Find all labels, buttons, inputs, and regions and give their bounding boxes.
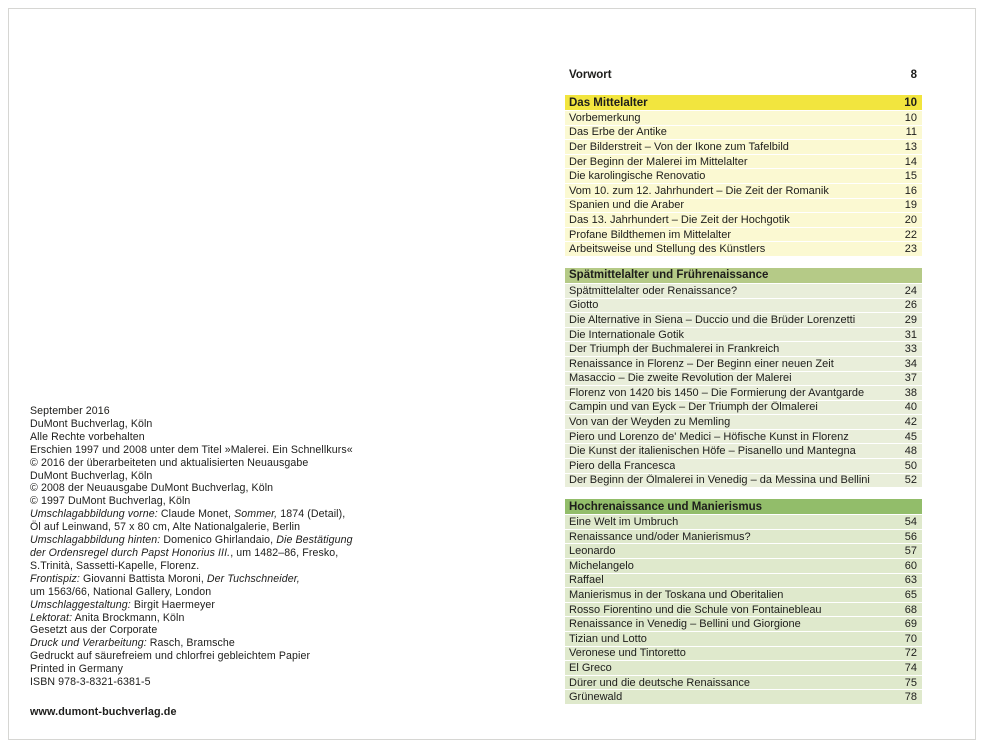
toc-entry-page-number: 38 xyxy=(904,386,917,399)
toc-entry-label: Giotto xyxy=(569,299,599,312)
toc-entry xyxy=(565,617,922,631)
toc-entry-label: Profane Bildthemen im Mittelalter xyxy=(569,228,732,241)
toc-entry-page-number: 40 xyxy=(904,401,917,414)
toc-entry-label: Florenz von 1420 bis 1450 – Die Formierung der Avantgarde xyxy=(569,386,865,399)
toc-page xyxy=(565,68,922,704)
toc-entry xyxy=(565,372,922,386)
imprint-text xyxy=(30,405,510,689)
toc-entry xyxy=(565,515,922,529)
toc-entry-page-number: 48 xyxy=(904,445,917,458)
toc-entry xyxy=(565,169,922,183)
imprint-line: © 2008 der Neuausgabe DuMont Buchverlag, Köln xyxy=(30,482,274,495)
toc-section-title: Spätmittelalter und Frührenaissance xyxy=(569,269,769,282)
imprint-line: ISBN 978-3-8321-6381-5 xyxy=(30,676,151,689)
toc-entry xyxy=(565,559,922,573)
toc-section-header xyxy=(565,499,922,514)
toc-entry-page-number: 70 xyxy=(904,632,917,645)
imprint-line: Erschien 1997 und 2008 unter dem Titel »Malerei. Ein Schnellkurs« xyxy=(30,443,353,456)
toc-entry-label: Die karolingische Renovatio xyxy=(569,170,706,183)
toc-entry-page-number: 19 xyxy=(904,199,917,212)
imprint-line: Alle Rechte vorbehalten xyxy=(30,430,145,443)
toc-section xyxy=(565,95,922,256)
toc-entry-page-number: 54 xyxy=(904,516,917,529)
toc-entry xyxy=(565,357,922,371)
toc-entry-page-number: 72 xyxy=(904,647,917,660)
imprint-line: Gesetzt aus der Corporate xyxy=(30,624,158,637)
toc-entry-label: Masaccio – Die zweite Revolution der Malerei xyxy=(569,372,792,385)
toc-entry xyxy=(565,401,922,415)
toc-entry-label: Renaissance in Florenz – Der Beginn einer neuen Zeit xyxy=(569,357,834,370)
toc-sections xyxy=(565,95,922,716)
toc-entry xyxy=(565,155,922,169)
toc-entry-label: Raffael xyxy=(569,574,604,587)
toc-entry-label: Campin und van Eyck – Der Triumph der Ölmalerei xyxy=(569,401,818,414)
toc-entry-page-number: 14 xyxy=(904,155,917,168)
toc-entry xyxy=(565,661,922,675)
toc-entry-page-number: 29 xyxy=(904,313,917,326)
publisher-website-url: www.dumont-buchverlag.de xyxy=(30,705,177,718)
imprint-line: Umschlagabbildung vorne: Claude Monet, Sommer, 1874 (Detail), xyxy=(30,508,346,521)
toc-entry-label: Die Alternative in Siena – Duccio und die Brüder Lorenzetti xyxy=(569,313,856,326)
toc-entry xyxy=(565,574,922,588)
imprint-line: © 2016 der überarbeiteten und aktualisierten Neuausgabe xyxy=(30,456,309,469)
imprint-line: um 1563/66, National Gallery, London xyxy=(30,585,212,598)
toc-section-title: Hochrenaissance und Manierismus xyxy=(569,500,763,513)
toc-entry-label: Vom 10. zum 12. Jahrhundert – Die Zeit der Romanik xyxy=(569,184,829,197)
toc-entry-label: Eine Welt im Umbruch xyxy=(569,516,679,529)
toc-entry-page-number: 69 xyxy=(904,618,917,631)
toc-entry-label: Der Beginn der Ölmalerei in Venedig – da Messina und Bellini xyxy=(569,474,870,487)
toc-entry-page-number: 24 xyxy=(904,284,917,297)
toc-section-header xyxy=(565,268,922,283)
toc-entry-label: Von van der Weyden zu Memling xyxy=(569,416,731,429)
imprint-line: Umschlagabbildung hinten: Domenico Ghirlandaio, Die Bestätigung xyxy=(30,534,353,547)
toc-entry-page-number: 15 xyxy=(904,170,917,183)
toc-entry-label: Manierismus in der Toskana und Oberitalien xyxy=(569,589,784,602)
preface-title: Vorwort xyxy=(569,69,612,81)
imprint-line: September 2016 xyxy=(30,405,110,417)
toc-entry xyxy=(565,213,922,227)
toc-entry-page-number: 42 xyxy=(904,416,917,429)
imprint-line: Öl auf Leinwand, 57 x 80 cm, Alte Nationalgalerie, Berlin xyxy=(30,521,301,534)
toc-entry xyxy=(565,126,922,140)
toc-entry-page-number: 22 xyxy=(904,228,917,241)
toc-entry-page-number: 31 xyxy=(904,328,917,341)
toc-entry xyxy=(565,415,922,429)
toc-entry-page-number: 74 xyxy=(904,661,917,674)
imprint-line: Frontispiz: Giovanni Battista Moroni, Der Tuchschneider, xyxy=(30,572,300,585)
toc-entry-label: Dürer und die deutsche Renaissance xyxy=(569,676,751,689)
toc-entry-page-number: 52 xyxy=(904,474,917,487)
toc-entry-label: Die Internationale Gotik xyxy=(569,328,684,341)
preface-page-number: 8 xyxy=(910,69,917,81)
toc-entry xyxy=(565,459,922,473)
toc-entry-page-number: 57 xyxy=(904,545,917,558)
imprint-line: DuMont Buchverlag, Köln xyxy=(30,469,153,482)
toc-entry-label: El Greco xyxy=(569,661,612,674)
toc-entry-label: Vorbemerkung xyxy=(569,111,641,124)
toc-entry-page-number: 50 xyxy=(904,459,917,472)
toc-section-header xyxy=(565,95,922,110)
toc-entry xyxy=(565,199,922,213)
toc-entry xyxy=(565,430,922,444)
imprint-line: der Ordensregel durch Papst Honorius III., um 1482–86, Fresko, xyxy=(30,546,339,559)
toc-section xyxy=(565,499,922,704)
toc-entry-page-number: 65 xyxy=(904,589,917,602)
toc-entry-label: Das 13. Jahrhundert – Die Zeit der Hochgotik xyxy=(569,213,790,226)
toc-entry-label: Spätmittelalter oder Renaissance? xyxy=(569,284,738,297)
toc-entry-page-number: 78 xyxy=(904,691,917,704)
toc-entry-page-number: 23 xyxy=(904,243,917,256)
toc-entry xyxy=(565,140,922,154)
toc-entry xyxy=(565,328,922,342)
toc-entry xyxy=(565,444,922,458)
toc-entry-label: Piero della Francesca xyxy=(569,459,676,472)
toc-entry xyxy=(565,690,922,704)
imprint-line: Lektorat: Anita Brockmann, Köln xyxy=(30,611,185,624)
toc-entry-label: Die Kunst der italienischen Höfe – Pisanello und Mantegna xyxy=(569,445,856,458)
imprint-line: Printed in Germany xyxy=(30,663,124,676)
toc-entry xyxy=(565,299,922,313)
toc-entry-label: Rosso Fiorentino und die Schule von Fontainebleau xyxy=(569,603,822,616)
toc-section-title: Das Mittelalter xyxy=(569,96,648,109)
toc-entry-page-number: 33 xyxy=(904,343,917,356)
toc-entry xyxy=(565,647,922,661)
toc-entry-page-number: 37 xyxy=(904,372,917,385)
toc-entry-label: Das Erbe der Antike xyxy=(569,126,667,139)
toc-entry xyxy=(565,342,922,356)
toc-entry-page-number: 63 xyxy=(904,574,917,587)
toc-entry-label: Tizian und Lotto xyxy=(569,632,647,645)
toc-entry-page-number: 20 xyxy=(904,213,917,226)
toc-entry xyxy=(565,632,922,646)
toc-entry xyxy=(565,588,922,602)
toc-entry-label: Renaissance in Venedig – Bellini und Giorgione xyxy=(569,618,801,631)
toc-entry-page-number: 13 xyxy=(904,140,917,153)
toc-entry-page-number: 56 xyxy=(904,530,917,543)
toc-entry xyxy=(565,284,922,298)
toc-entry xyxy=(565,313,922,327)
toc-entry-page-number: 34 xyxy=(904,357,917,370)
toc-entry-page-number: 60 xyxy=(904,559,917,572)
toc-entry xyxy=(565,530,922,544)
imprint-line: DuMont Buchverlag, Köln xyxy=(30,417,153,430)
toc-preface-row xyxy=(565,68,922,82)
imprint-line: © 1997 DuMont Buchverlag, Köln xyxy=(30,495,191,508)
toc-entry-label: Veronese und Tintoretto xyxy=(569,647,686,660)
imprint-page xyxy=(30,405,510,718)
imprint-line: Gedruckt auf säurefreiem und chlorfrei gebleichtem Papier xyxy=(30,650,311,663)
toc-entry-label: Der Bilderstreit – Von der Ikone zum Tafelbild xyxy=(569,140,789,153)
toc-entry xyxy=(565,184,922,198)
toc-entry-label: Der Beginn der Malerei im Mittelalter xyxy=(569,155,748,168)
toc-entry-label: Michelangelo xyxy=(569,559,634,572)
toc-entry xyxy=(565,386,922,400)
toc-entry xyxy=(565,676,922,690)
imprint-line: Druck und Verarbeitung: Rasch, Bramsche xyxy=(30,637,235,650)
toc-entry xyxy=(565,474,922,488)
toc-section xyxy=(565,268,922,487)
toc-entry-label: Arbeitsweise und Stellung des Künstlers xyxy=(569,243,766,256)
toc-entry-page-number: 10 xyxy=(904,111,917,124)
toc-entry-page-number: 68 xyxy=(904,603,917,616)
toc-entry-label: Grünewald xyxy=(569,691,623,704)
toc-entry xyxy=(565,242,922,256)
toc-entry xyxy=(565,603,922,617)
toc-entry-page-number: 11 xyxy=(905,126,917,139)
toc-entry-page-number: 45 xyxy=(904,430,917,443)
toc-entry-label: Leonardo xyxy=(569,545,616,558)
toc-entry-page-number: 16 xyxy=(904,184,917,197)
toc-entry-label: Der Triumph der Buchmalerei in Frankreich xyxy=(569,343,780,356)
imprint-line: S.Trinità, Sassetti-Kapelle, Florenz. xyxy=(30,559,200,572)
toc-entry xyxy=(565,111,922,125)
toc-section-page-number: 10 xyxy=(904,96,917,109)
toc-entry-page-number: 26 xyxy=(904,299,917,312)
toc-entry-page-number: 75 xyxy=(904,676,917,689)
imprint-line: Umschlaggestaltung: Birgit Haermeyer xyxy=(30,598,215,611)
toc-entry-label: Piero und Lorenzo de' Medici – Höfische Kunst in Florenz xyxy=(569,430,849,443)
toc-entry-label: Renaissance und/oder Manierismus? xyxy=(569,530,751,543)
toc-entry-label: Spanien und die Araber xyxy=(569,199,684,212)
book-spread xyxy=(8,8,976,740)
toc-entry xyxy=(565,544,922,558)
toc-entry xyxy=(565,228,922,242)
